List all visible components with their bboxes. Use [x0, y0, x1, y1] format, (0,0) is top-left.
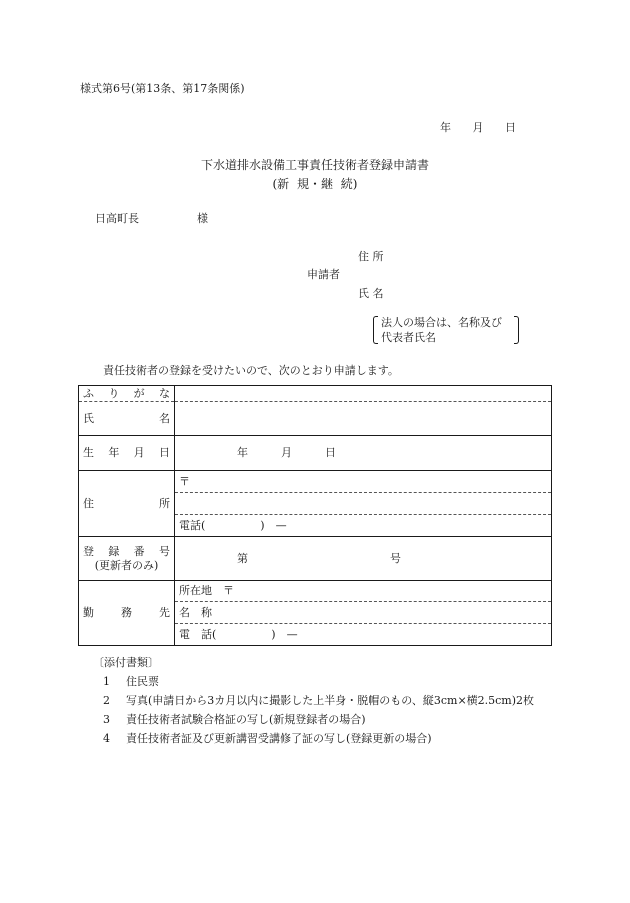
- furigana-field[interactable]: [175, 386, 552, 402]
- address-postal-field[interactable]: [175, 471, 552, 493]
- attachment-item: 4 責任技術者証及び更新講習受講修了証の写し(登録更新の場合): [103, 732, 432, 745]
- address-phone-field[interactable]: 電話( ) —: [175, 515, 552, 537]
- addressee-name: 日高町長: [95, 212, 139, 225]
- birthdate-label: 生 年 月 日: [79, 436, 175, 471]
- workplace-phone-field[interactable]: 電 話( ) —: [175, 624, 552, 646]
- applicant-name-label: 氏 名: [358, 287, 384, 300]
- applicant-label: 申請者: [307, 268, 340, 281]
- name-label: 氏 名: [79, 402, 175, 436]
- document-subtitle: (新 規・継 続): [272, 177, 358, 191]
- workplace-name-field[interactable]: 名 称: [175, 602, 552, 624]
- birthdate-field[interactable]: 年 月 日: [175, 436, 552, 471]
- workplace-label: 勤 務 先: [79, 581, 175, 646]
- document-title: 下水道排水設備工事責任技術者登録申請書: [200, 158, 429, 172]
- address-field[interactable]: [175, 493, 552, 515]
- corp-note-line2: 代表者氏名: [381, 331, 436, 344]
- attachment-item: 3 責任技術者試験合格証の写し(新規登録者の場合): [103, 713, 366, 726]
- intro-text: 責任技術者の登録を受けたいので、次のとおり申請します。: [103, 364, 399, 377]
- registration-number-field[interactable]: 第 号: [175, 537, 552, 581]
- left-bracket: [373, 316, 378, 344]
- attachments-title: 〔添付書類〕: [93, 656, 159, 669]
- corporation-note: [373, 315, 519, 345]
- postal-mark: 〒: [179, 474, 190, 488]
- furigana-label: ふ り が な: [79, 386, 175, 402]
- application-table: [78, 385, 552, 646]
- addressee-honorific: 様: [197, 212, 208, 225]
- attachment-item: 2 写真(申請日から3カ月以内に撮影した上半身・脱帽のもの、縦3cm×横2.5cm)2枚: [103, 694, 535, 707]
- date-line: 年 月 日: [440, 121, 516, 134]
- name-field[interactable]: [175, 402, 552, 436]
- corp-note-line1: 法人の場合は、名称及び: [381, 316, 502, 329]
- form-number-label: 様式第6号(第13条、第17条関係): [80, 82, 245, 95]
- registration-number-label: 登 録 番 号 (更新者のみ): [79, 537, 175, 581]
- attachment-item: 1 住民票: [103, 675, 159, 688]
- applicant-address-label: 住 所: [358, 250, 384, 263]
- workplace-location-field[interactable]: 所在地 〒: [175, 581, 552, 602]
- address-label: 住 所: [79, 471, 175, 537]
- right-bracket: [514, 316, 519, 344]
